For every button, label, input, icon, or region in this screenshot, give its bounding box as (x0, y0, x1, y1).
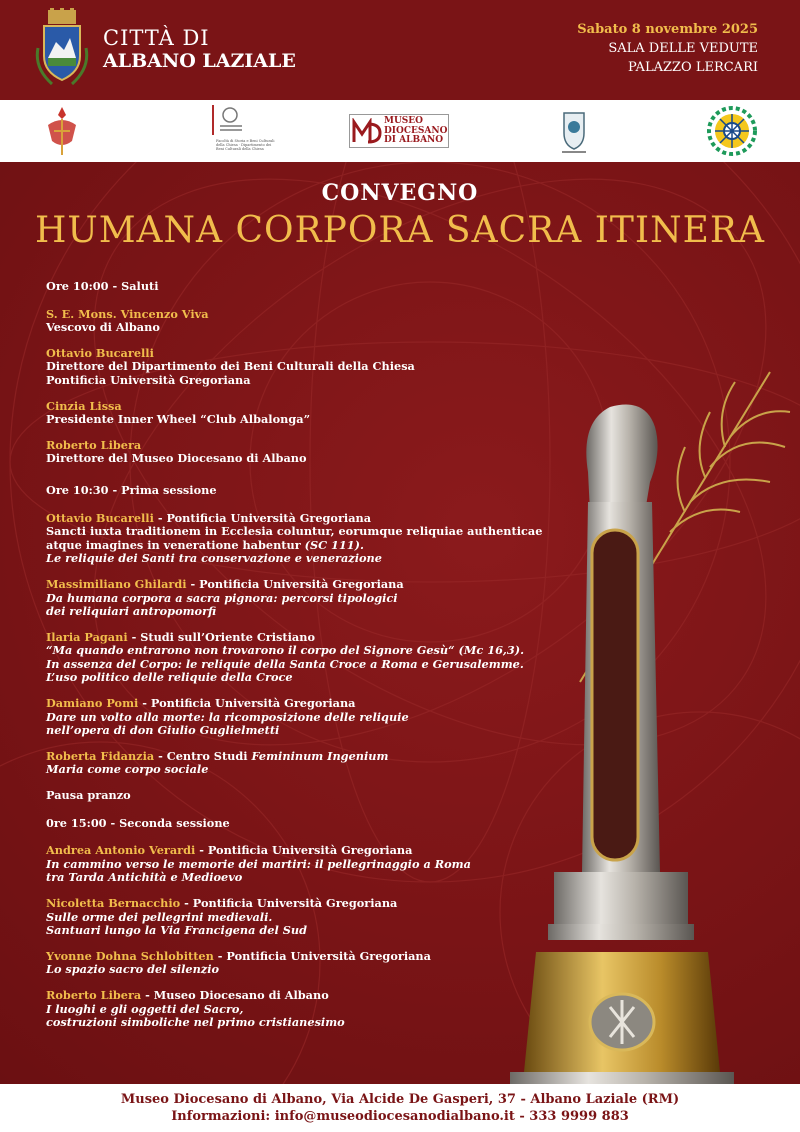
program-item (46, 750, 566, 777)
event-venue-room: SALA DELLE VEDUTE (608, 41, 758, 56)
program-item (46, 697, 566, 738)
gregoriana-emblem-icon (212, 105, 276, 135)
event-date: Sabato 8 novembre 2025 (577, 22, 758, 37)
talk-title-line: Le reliquie dei Santi tra conservazione e venerazione (46, 551, 382, 566)
footer-bar (0, 1084, 800, 1132)
talk-title-line: atque imagines in veneratione habentur (46, 537, 305, 552)
talk-title-line: dei reliquiari antropomorfi (46, 604, 217, 619)
talk-title-line: Sancti iuxta traditionem in Ecclesia coluntur, eorumque reliquiae authenticae (46, 524, 543, 539)
program-list (46, 280, 566, 1042)
speaker-affiliation: - Centro Studi (154, 748, 252, 763)
speaker-name: Ottavio Bucarelli (46, 510, 154, 525)
city-name-line1: CITTÀ DI (103, 26, 210, 50)
speaker-name: Damiano Pomi (46, 696, 139, 711)
program-item (46, 844, 566, 885)
talk-title-line: I luoghi e gli oggetti del Sacro, (46, 1001, 244, 1016)
speaker-name: Yvonne Dohna Schlobitten (46, 948, 214, 963)
lunch-break: Pausa pranzo (46, 788, 131, 803)
speaker-name: Cinzia Lissa (46, 398, 122, 413)
program-item (46, 400, 566, 427)
session-heading-seconda: 0re 15:00 - Seconda sessione (46, 815, 230, 830)
museo-diocesano-logo (349, 114, 449, 148)
inner-wheel-crest-icon (556, 105, 592, 157)
speaker-affiliation: - Pontificia Università Gregoriana (138, 696, 356, 711)
speaker-role: Direttore del Dipartimento dei Beni Culturali della Chiesa (46, 359, 415, 374)
gregoriana-logo (212, 105, 276, 157)
museo-logo-line3: DI ALBANO (384, 135, 444, 145)
rotary-wheel-icon (706, 105, 758, 157)
speaker-affiliation: - Pontificia Università Gregoriana (153, 510, 372, 525)
speaker-affiliation: - Pontificia Università Gregoriana (195, 843, 413, 858)
talk-title-line: Santuari lungo la Via Francigena del Sud (46, 923, 307, 938)
speaker-role: Pontificia Università Gregoriana (46, 372, 251, 387)
program-item (46, 631, 566, 685)
talk-title-line: In assenza del Corpo: le reliquie della Santa Croce a Roma e Gerusalemme. (46, 656, 524, 671)
talk-title-line: nell’opera di don Giulio Guglielmetti (46, 723, 280, 738)
speaker-affiliation: - Pontificia Università Gregoriana (186, 576, 404, 591)
museo-logo-line2: DIOCESANO (384, 125, 448, 136)
conference-title: HUMANA CORPORA SACRA ITINERA (34, 210, 766, 251)
talk-title-line: L’uso politico delle reliquie della Croce (46, 670, 293, 685)
speaker-name: Andrea Antonio Verardi (46, 843, 196, 858)
speaker-role: Vescovo di Albano (46, 320, 160, 335)
program-item (46, 347, 566, 388)
talk-title-line: costruzioni simboliche nel primo cristianesimo (46, 1015, 345, 1030)
talk-title-line: In cammino verso le memorie dei martiri: il pellegrinaggio a Roma (46, 856, 471, 871)
speaker-affiliation: - Pontificia Università Gregoriana (180, 896, 398, 910)
talk-citation: (SC 111). (304, 537, 364, 552)
speaker-role: Presidente Inner Wheel “Club Albalonga” (46, 412, 311, 427)
museo-logo-line1: MUSEO (384, 116, 424, 126)
speaker-name: Massimiliano Ghilardi (46, 576, 187, 591)
speaker-name: Ilaria Pagani (46, 629, 128, 644)
talk-title-line: tra Tarda Antichità e Medioevo (46, 870, 243, 885)
program-item (46, 578, 566, 619)
speaker-name: Roberto Libera (46, 437, 142, 452)
talk-title-line: Lo spazio sacro del silenzio (46, 962, 220, 977)
speaker-role: Direttore del Museo Diocesano di Albano (46, 451, 307, 466)
talk-title-line: Dare un volto alla morte: la ricomposizione delle reliquie (46, 709, 409, 724)
talk-title-line: Maria come corpo sociale (46, 762, 209, 777)
sponsor-logo-strip (0, 100, 800, 162)
talk-title-line: “Ma quando entrarono non trovarono il corpo del Signore Gesù“ (Mc 16,3). (46, 643, 524, 658)
program-item (46, 512, 566, 566)
program-item (46, 950, 566, 977)
session-heading-prima: Ore 10:30 - Prima sessione (46, 482, 217, 497)
talk-title-line: Sulle orme dei pellegrini medievali. (46, 909, 273, 924)
speaker-name: Nicoletta Bernacchio (46, 896, 181, 910)
program-item (46, 308, 566, 335)
conference-label: CONVEGNO (321, 180, 479, 206)
footer-address: Museo Diocesano di Albano, Via Alcide De Gasperi, 37 - Albano Laziale (RM) (120, 1092, 680, 1107)
program-item (46, 897, 566, 938)
program-item (46, 439, 566, 466)
city-crest-icon (34, 8, 90, 92)
gregoriana-caption: Facoltà di Storia e Beni Culturali della Chiesa · Dipartimento dei Beni Culturali della Chiesa (216, 139, 275, 151)
main-panel (0, 162, 800, 1084)
session-heading-saluti: Ore 10:00 - Saluti (46, 279, 159, 293)
speaker-name: Roberto Libera (46, 987, 142, 1002)
speaker-name: Roberta Fidanzia (46, 748, 155, 763)
header-bar (0, 0, 800, 100)
city-name-line2: ALBANO LAZIALE (103, 50, 296, 72)
event-venue-building: PALAZZO LERCARI (628, 60, 758, 75)
diocese-emblem-icon (44, 105, 80, 157)
speaker-affiliation-italic: Femininum Ingenium (251, 748, 389, 763)
speaker-name: Ottavio Bucarelli (46, 345, 154, 360)
program-item (46, 989, 566, 1030)
speaker-affiliation: - Pontificia Università Gregoriana (213, 948, 431, 963)
speaker-affiliation: - Studi sull’Oriente Cristiano (127, 629, 315, 644)
museo-md-mark-icon (352, 118, 382, 144)
footer-contact: Informazioni: info@museodiocesanodialbano.it - 333 9999 883 (171, 1109, 629, 1124)
talk-title-line: Da humana corpora a sacra pignora: percorsi tipologici (46, 590, 398, 605)
speaker-name: S. E. Mons. Vincenzo Viva (46, 306, 209, 321)
speaker-affiliation: - Museo Diocesano di Albano (141, 987, 329, 1002)
